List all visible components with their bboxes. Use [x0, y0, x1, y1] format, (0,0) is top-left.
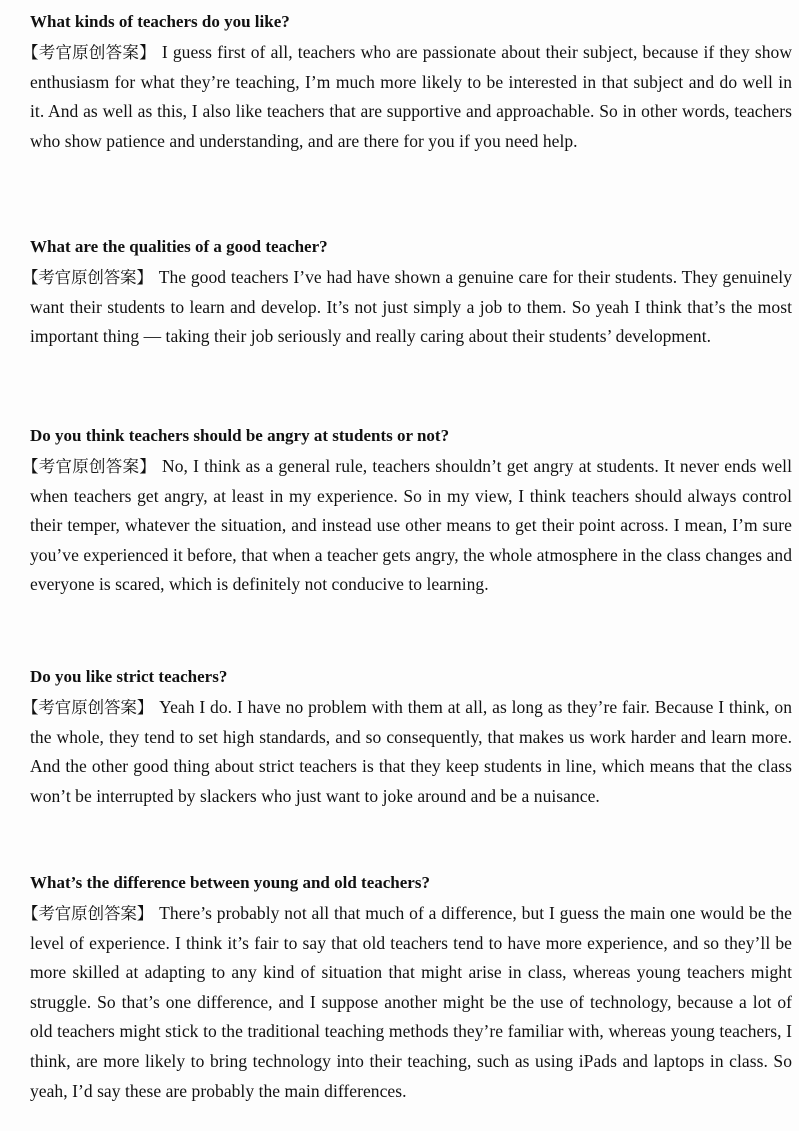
answer-paragraph: [22, 899, 792, 1106]
question-heading: Do you like strict teachers?: [30, 667, 228, 686]
answer-paragraph: [22, 452, 792, 600]
answer-tag: 【考官原创答案】: [22, 457, 156, 476]
answer-tag: 【考官原创答案】: [22, 904, 154, 923]
qa-block: [22, 235, 793, 352]
qa-block: [22, 871, 792, 1106]
qa-block: [22, 424, 792, 600]
qa-block: [22, 665, 793, 811]
question-heading: What kinds of teachers do you like?: [30, 12, 290, 31]
qa-block: [22, 10, 793, 156]
answer-tag: 【考官原创答案】: [22, 268, 153, 287]
answer-text: No, I think as a general rule, teachers shouldn’t get angry at students. It never ends well when teachers get angry, at least in my experience. So in my view, I think teachers should always control their temper, whatever the situation, and instead use other means to get their point across. I mean, I’m sure you’ve experienced it before, that when a teacher gets angry, the whole atmosphere in the class changes and everyone is scared, which is definitely not conducive to learning.: [30, 456, 792, 595]
answer-text: Yeah I do. I have no problem with them at all, as long as they’re fair. Because I think, on the whole, they tend to set high standards, and so consequently, that makes us work harder and learn more. And the other good thing about strict teachers is that they keep students in line, which means that the class won’t be interrupted by slackers who just want to joke around and be a nuisance.: [30, 697, 793, 806]
answer-paragraph: [22, 693, 793, 811]
answer-tag: 【考官原创答案】: [22, 698, 154, 717]
answer-paragraph: [22, 263, 793, 352]
answer-text: I guess first of all, teachers who are passionate about their subject, because if they show enthusiasm for what they’re teaching, I’m much more likely to be interested in that subject and do well in it. And as well as this, I also like teachers that are supportive and approachable. So in other words, teachers who show patience and understanding, and are there for you if you need help.: [30, 42, 793, 151]
answer-text: There’s probably not all that much of a difference, but I guess the main one would be the level of experience. I think it’s fair to say that old teachers tend to have more experience, and so they’ll be more skilled at adapting to any kind of situation that might arise in class, whereas young teachers might struggle. So that’s one difference, and I suppose another might be the use of technology, because a lot of old teachers might stick to the traditional teaching methods they’re familiar with, whereas young teachers, I think, are more likely to bring technology into their teaching, such as using iPads and laptops in class. So yeah, I’d say these are probably the main differences.: [30, 903, 792, 1101]
answer-paragraph: [22, 38, 793, 156]
answer-text: The good teachers I’ve had have shown a genuine care for their students. They genuinely want their students to learn and develop. It’s not just simply a job to them. So yeah I think that’s the most important thing — taking their job seriously and really caring about their students’ development.: [30, 267, 793, 347]
question-heading: What are the qualities of a good teacher?: [30, 237, 328, 256]
question-heading: What’s the difference between young and old teachers?: [30, 873, 430, 892]
question-heading: Do you think teachers should be angry at students or not?: [30, 426, 450, 445]
answer-tag: 【考官原创答案】: [22, 43, 156, 62]
